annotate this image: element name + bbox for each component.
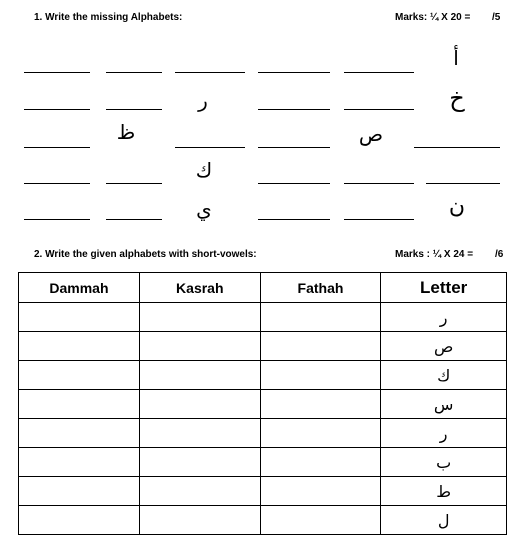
kasrah-cell[interactable] [139, 390, 260, 419]
question-2-out-of: /6 [495, 249, 504, 260]
answer-blank[interactable] [344, 183, 414, 184]
kasrah-cell[interactable] [139, 332, 260, 361]
answer-blank[interactable] [344, 72, 414, 73]
fathah-cell[interactable] [260, 477, 381, 506]
table-row [19, 448, 507, 477]
question-2-marks: Marks : ¼ X 24 = [395, 249, 474, 260]
letter-cell: ك [381, 361, 507, 390]
dammah-cell[interactable] [19, 419, 140, 448]
fathah-cell[interactable] [260, 448, 381, 477]
given-letter: خ [449, 84, 465, 112]
table-row [19, 506, 507, 535]
fathah-cell[interactable] [260, 303, 381, 332]
question-2-title: 2. Write the given alphabets with short-vowels: [34, 249, 257, 260]
table-row [19, 419, 507, 448]
dammah-cell[interactable] [19, 448, 140, 477]
given-letter: ر [198, 88, 208, 112]
question-1-out-of: /5 [492, 12, 501, 23]
table-row [19, 477, 507, 506]
given-letter: ص [358, 122, 384, 146]
kasrah-cell[interactable] [139, 303, 260, 332]
dammah-cell[interactable] [19, 477, 140, 506]
header-letter: Letter [381, 273, 507, 303]
table-row [19, 361, 507, 390]
given-letter: ظ [116, 120, 136, 144]
fathah-cell[interactable] [260, 332, 381, 361]
answer-blank[interactable] [24, 72, 90, 73]
letter-cell: ر [381, 303, 507, 332]
answer-blank[interactable] [344, 219, 414, 220]
short-vowels-table [18, 272, 507, 535]
question-1-marks: Marks: ¼ X 20 = [395, 12, 471, 23]
letter-cell: ص [381, 332, 507, 361]
answer-blank[interactable] [24, 147, 90, 148]
given-letter: أ [453, 46, 459, 70]
header-dammah: Dammah [19, 273, 140, 303]
kasrah-cell[interactable] [139, 361, 260, 390]
fathah-cell[interactable] [260, 361, 381, 390]
answer-blank[interactable] [344, 109, 414, 110]
letter-cell: ب [381, 448, 507, 477]
answer-blank[interactable] [175, 147, 245, 148]
answer-blank[interactable] [258, 147, 330, 148]
table-row [19, 303, 507, 332]
table-header-row [19, 273, 507, 303]
answer-blank[interactable] [414, 147, 500, 148]
answer-blank[interactable] [106, 183, 162, 184]
letter-cell: ط [381, 477, 507, 506]
kasrah-cell[interactable] [139, 477, 260, 506]
answer-blank[interactable] [24, 109, 90, 110]
given-letter: ن [448, 194, 466, 219]
answer-blank[interactable] [258, 219, 330, 220]
letter-cell: ل [381, 506, 507, 535]
answer-blank[interactable] [106, 219, 162, 220]
answer-blank[interactable] [426, 183, 500, 184]
answer-blank[interactable] [106, 72, 162, 73]
answer-blank[interactable] [175, 72, 245, 73]
table-row [19, 332, 507, 361]
kasrah-cell[interactable] [139, 419, 260, 448]
answer-blank[interactable] [24, 219, 90, 220]
kasrah-cell[interactable] [139, 448, 260, 477]
answer-blank[interactable] [106, 109, 162, 110]
given-letter: ك [195, 158, 213, 182]
answer-blank[interactable] [24, 183, 90, 184]
letter-cell: س [381, 390, 507, 419]
fathah-cell[interactable] [260, 390, 381, 419]
header-fathah: Fathah [260, 273, 381, 303]
dammah-cell[interactable] [19, 361, 140, 390]
dammah-cell[interactable] [19, 390, 140, 419]
answer-blank[interactable] [258, 183, 330, 184]
fathah-cell[interactable] [260, 419, 381, 448]
answer-blank[interactable] [258, 72, 330, 73]
dammah-cell[interactable] [19, 303, 140, 332]
table-row [19, 390, 507, 419]
fathah-cell[interactable] [260, 506, 381, 535]
answer-blank[interactable] [258, 109, 330, 110]
question-1-title: 1. Write the missing Alphabets: [34, 12, 183, 23]
header-kasrah: Kasrah [139, 273, 260, 303]
dammah-cell[interactable] [19, 332, 140, 361]
letter-cell: ر [381, 419, 507, 448]
dammah-cell[interactable] [19, 506, 140, 535]
given-letter: ي [196, 197, 212, 221]
kasrah-cell[interactable] [139, 506, 260, 535]
